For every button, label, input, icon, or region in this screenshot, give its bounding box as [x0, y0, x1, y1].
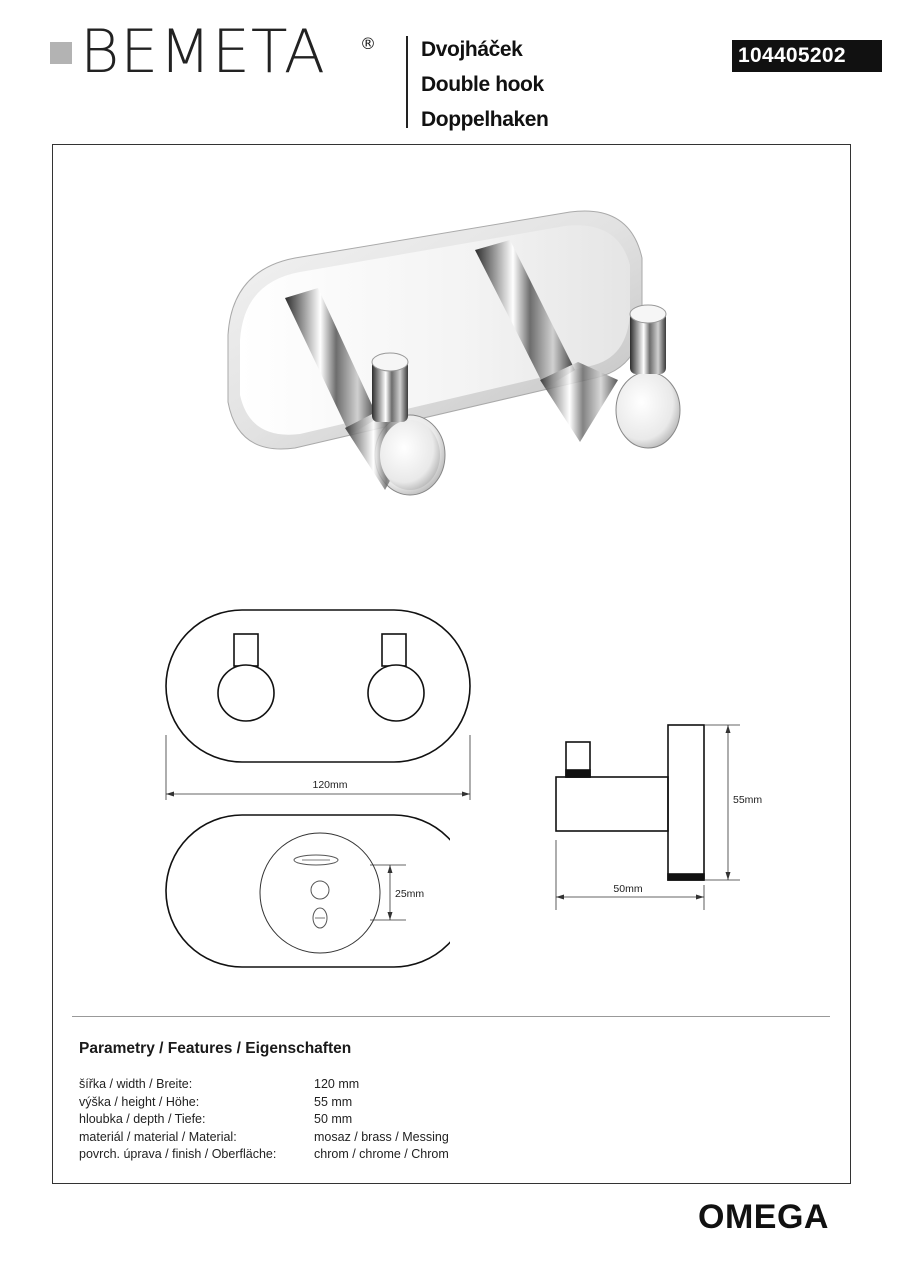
spec-label: výška / height / Höhe:: [79, 1094, 200, 1109]
section-divider: [72, 1016, 830, 1017]
features-heading: Parametry / Features / Eigenschaften: [79, 1040, 352, 1057]
spec-value: chrom / chrome / Chrom: [314, 1147, 449, 1161]
registered-mark: ®: [360, 34, 376, 53]
side-hook-body: [556, 725, 704, 880]
back-view-drawing: [150, 810, 450, 980]
front-left-hook: [218, 634, 274, 721]
spec-value: mosaz / brass / Messing: [314, 1129, 449, 1144]
header-divider: [406, 36, 408, 128]
spec-value: 120 mm: [314, 1077, 360, 1091]
product-titles: [421, 32, 548, 137]
title-english: Double hook: [421, 73, 544, 96]
front-right-hook: [368, 634, 424, 721]
height-dimension-label: 55mm: [733, 794, 763, 806]
mounting-disc: [260, 833, 380, 953]
product-code: 104405202: [732, 40, 882, 72]
mount-dimension-label: 25mm: [395, 888, 425, 900]
brand-logo: BEMETA: [80, 17, 326, 87]
title-german: Doppelhaken: [421, 108, 549, 131]
spec-label: hloubka / depth / Tiefe:: [79, 1112, 206, 1126]
series-name: OMEGA: [698, 1198, 829, 1236]
spec-value: 55 mm: [314, 1094, 353, 1109]
front-view-drawing: [150, 600, 490, 810]
product-photo: [200, 190, 720, 520]
side-view-drawing: [540, 715, 780, 915]
spec-label: povrch. úprava / finish / Oberfläche:: [79, 1147, 277, 1161]
depth-dimension-label: 50mm: [613, 883, 643, 895]
spec-label: šířka / width / Breite:: [79, 1077, 193, 1091]
width-dimension-label: 120mm: [312, 779, 348, 791]
spec-label: materiál / material / Material:: [79, 1129, 237, 1144]
front-plate-outline: [166, 610, 470, 762]
logo-mark: [50, 42, 72, 64]
spec-value: 50 mm: [314, 1112, 353, 1126]
title-czech: Dvojháček: [421, 38, 523, 61]
